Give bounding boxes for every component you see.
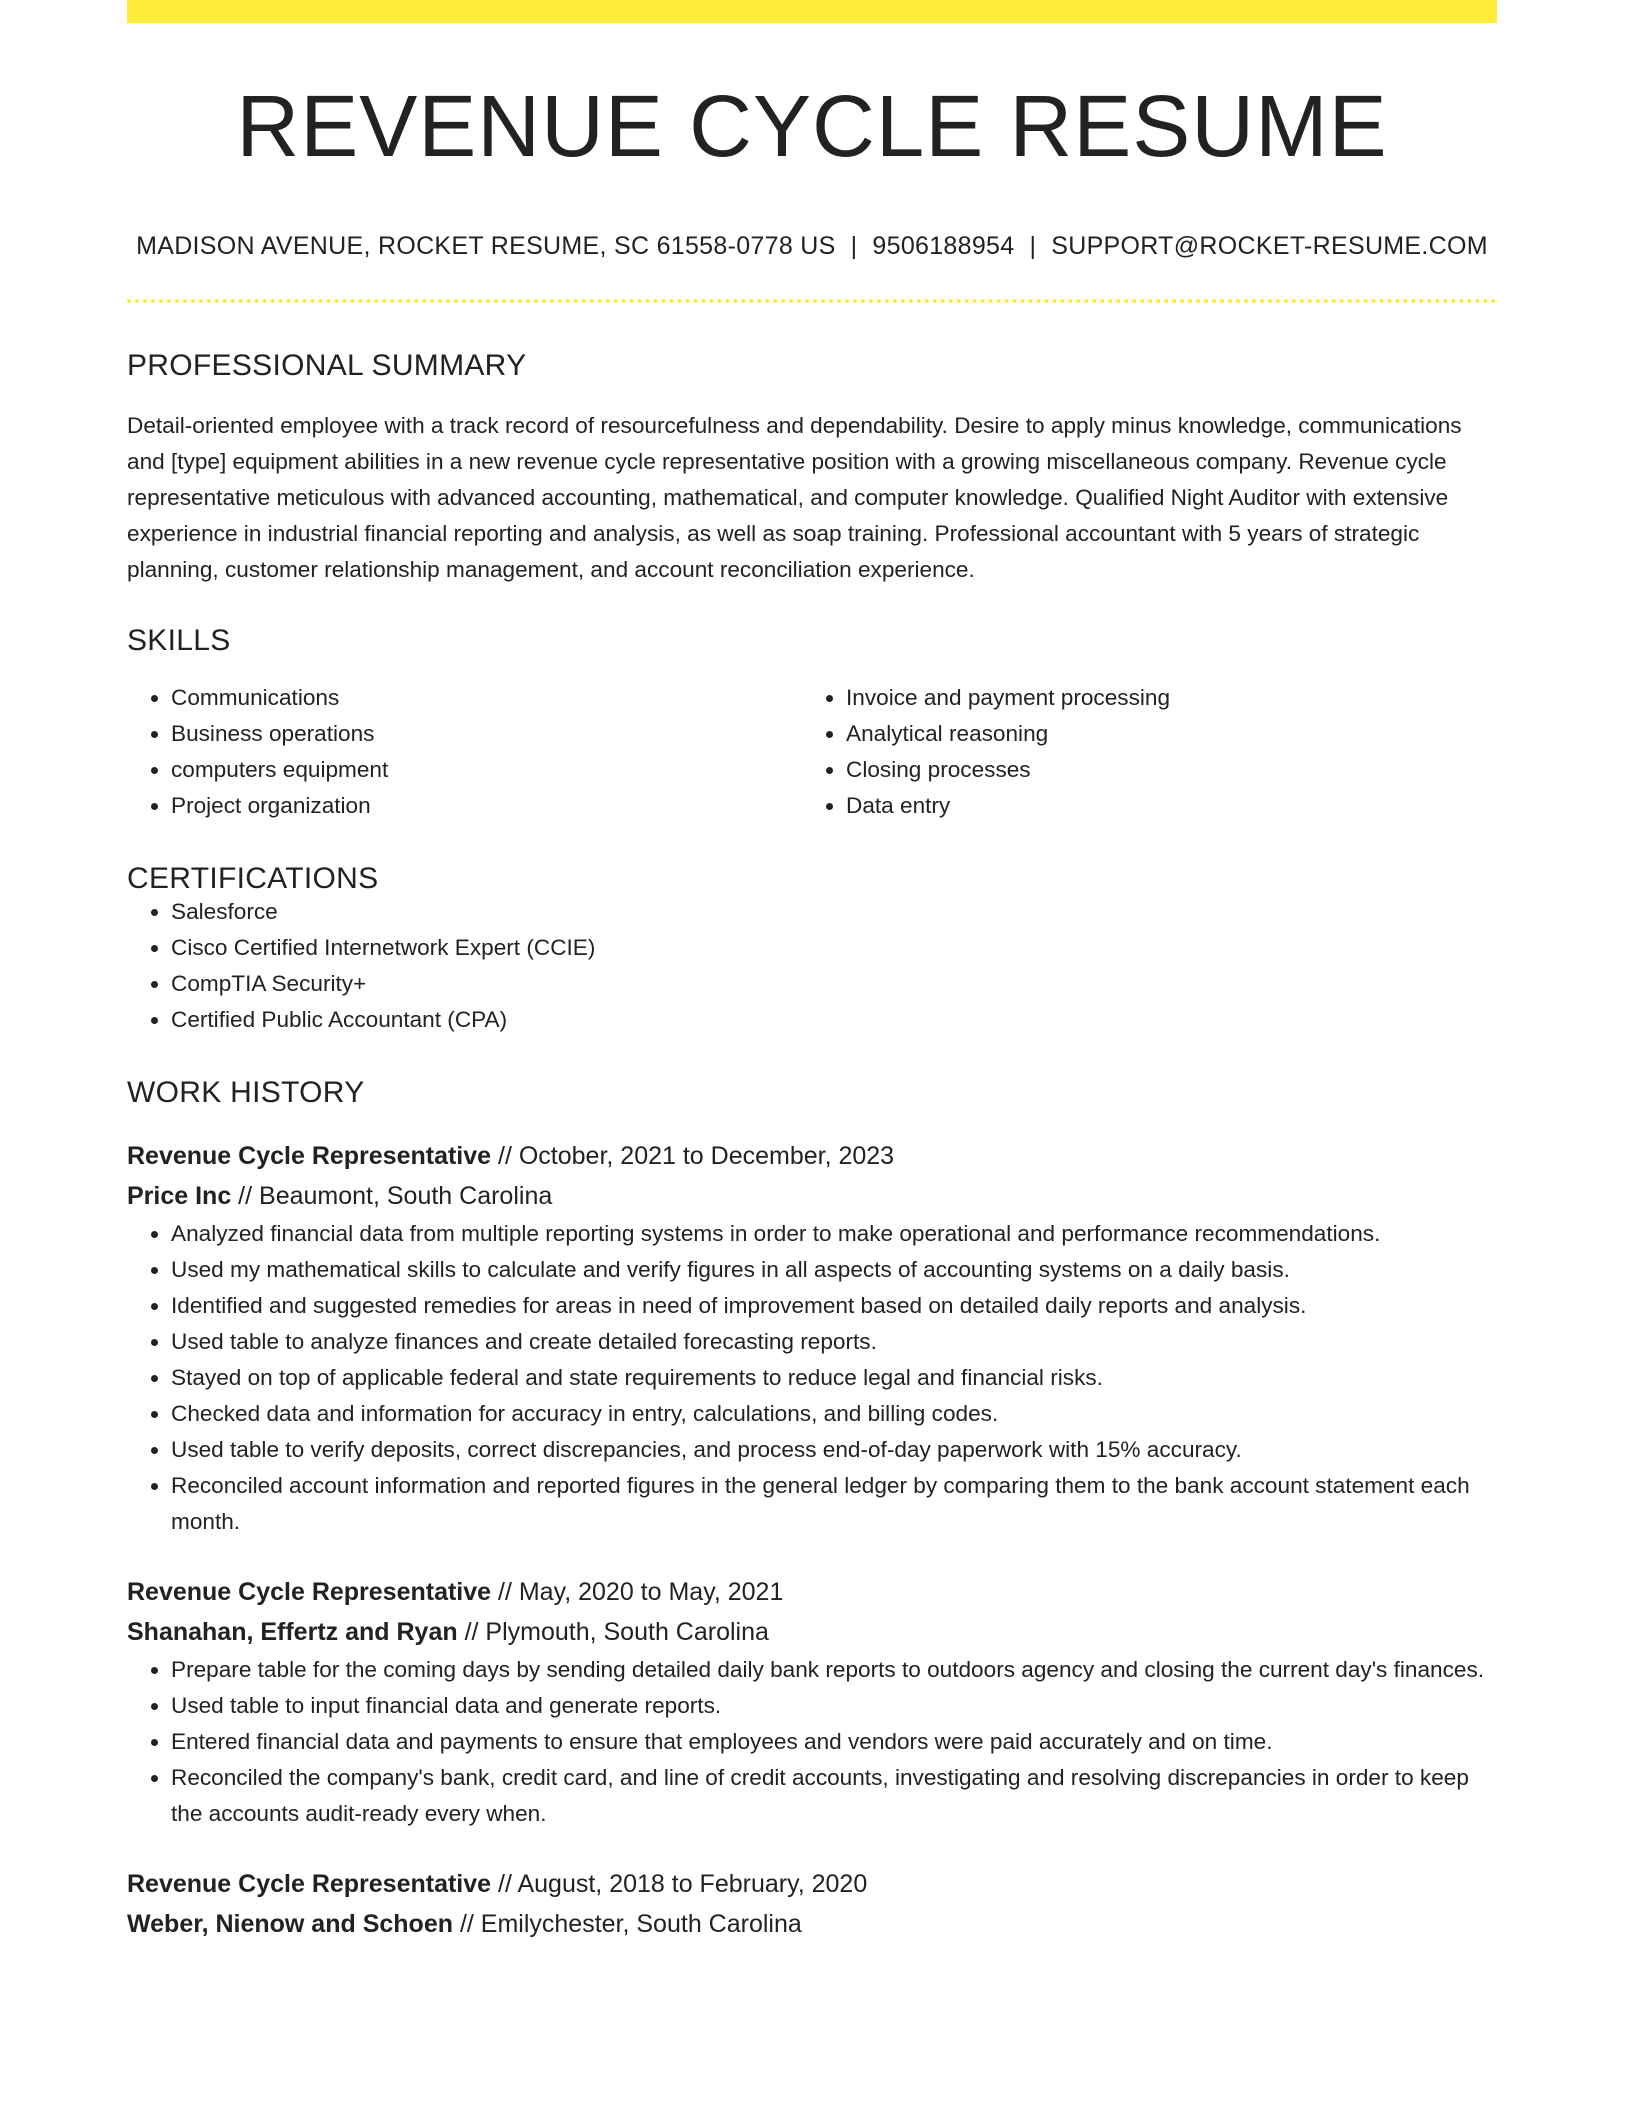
job-company-line — [127, 1176, 1497, 1216]
job-duty-item: • Reconciled account information and reported figures in the general ledger by comparing them to the bank account statement each month. — [171, 1468, 1497, 1540]
job-location: // Plymouth, South Carolina — [457, 1618, 769, 1646]
job-duty-item: • Used table to analyze finances and create detailed forecasting reports. — [171, 1324, 1497, 1360]
resume-page — [127, 0, 1497, 1944]
certification-item: • Cisco Certified Internetwork Expert (CCIE) — [171, 930, 1497, 966]
job-duty-item: • Analyzed financial data from multiple reporting systems in order to make operational and performance recommendations. — [171, 1216, 1497, 1252]
job-duty-item: • Reconciled the company's bank, credit card, and line of credit accounts, investigating and resolving discrepancies in order to keep the accounts audit-ready every when. — [171, 1760, 1497, 1832]
job-duties-list — [127, 1216, 1497, 1540]
dotted-divider — [127, 299, 1497, 303]
job-duty-item: • Identified and suggested remedies for areas in need of improvement based on detailed daily reports and analysis. — [171, 1288, 1497, 1324]
job-duty-item: • Used table to verify deposits, correct discrepancies, and process end-of-day paperwork with 15% accuracy. — [171, 1432, 1497, 1468]
summary-heading: PROFESSIONAL SUMMARY — [127, 349, 527, 382]
skill-item: • Data entry — [846, 788, 1477, 824]
contact-email: SUPPORT@ROCKET-RESUME.COM — [1051, 232, 1488, 260]
job-location: // Emilychester, South Carolina — [453, 1910, 802, 1938]
certification-item: • Certified Public Accountant (CPA) — [171, 1002, 1497, 1038]
summary-text: Detail-oriented employee with a track record of resourcefulness and dependability. Desire to apply minus knowledge, communications and [type] equipment abilities in a new revenue cycle representative position with a growing miscellaneous company. Revenue cycle representative meticulous with advanced accounting, mathematical, and computer knowledge. Qualified Night Auditor with extensive experience in industrial financial reporting and analysis, as well as soap training. Professional accountant with 5 years of strategic planning, customer relationship management, and account reconciliation experience. — [127, 413, 1462, 582]
job-location: // Beaumont, South Carolina — [231, 1182, 553, 1210]
skill-item: • computers equipment — [171, 752, 802, 788]
skill-item: • Closing processes — [846, 752, 1477, 788]
skill-item: • Project organization — [171, 788, 802, 824]
job-duty-item: • Entered financial data and payments to ensure that employees and vendors were paid accurately and on time. — [171, 1724, 1497, 1760]
job-role: Revenue Cycle Representative — [127, 1142, 492, 1170]
contact-phone: 9506188954 — [872, 232, 1015, 260]
job-role-line — [127, 1864, 1497, 1904]
certification-item: • CompTIA Security+ — [171, 966, 1497, 1002]
job-duty-item: • Stayed on top of applicable federal and state requirements to reduce legal and financial risks. — [171, 1360, 1497, 1396]
job-company-line — [127, 1904, 1497, 1944]
job-role: Revenue Cycle Representative — [127, 1870, 492, 1898]
skill-item: • Invoice and payment processing — [846, 680, 1477, 716]
skill-item: • Communications — [171, 680, 802, 716]
job-dates: // August, 2018 to February, 2020 — [491, 1870, 868, 1898]
work-history-heading: WORK HISTORY — [127, 1076, 365, 1109]
job-role-line — [127, 1572, 1497, 1612]
accent-top-bar — [127, 0, 1497, 23]
job-company: Weber, Nienow and Schoen — [127, 1910, 453, 1938]
resume-title: REVENUE CYCLE RESUME — [236, 78, 1388, 175]
job-entry — [127, 1136, 1497, 1540]
job-entry — [127, 1864, 1497, 1944]
job-duty-item: • Used table to input financial data and generate reports. — [171, 1688, 1497, 1724]
contact-separator: | — [850, 232, 858, 260]
certifications-list — [127, 894, 1497, 1038]
skills-heading: SKILLS — [127, 624, 231, 657]
skills-column-left — [127, 680, 802, 824]
job-company: Price Inc — [127, 1182, 232, 1210]
contact-address: MADISON AVENUE, ROCKET RESUME, SC 61558-0778 US — [136, 232, 836, 260]
job-role: Revenue Cycle Representative — [127, 1578, 492, 1606]
job-role-line — [127, 1136, 1497, 1176]
skills-grid — [127, 680, 1497, 824]
skill-item: • Analytical reasoning — [846, 716, 1477, 752]
job-dates: // October, 2021 to December, 2023 — [491, 1142, 895, 1170]
job-duty-item: • Prepare table for the coming days by sending detailed daily bank reports to outdoors agency and closing the current day's finances. — [171, 1652, 1497, 1688]
contact-separator: | — [1029, 232, 1037, 260]
skill-item: • Business operations — [171, 716, 802, 752]
job-duty-item: • Used my mathematical skills to calculate and verify figures in all aspects of accounting systems on a daily basis. — [171, 1252, 1497, 1288]
job-company: Shanahan, Effertz and Ryan — [127, 1618, 458, 1646]
skills-column-right — [802, 680, 1477, 824]
job-entry — [127, 1572, 1497, 1832]
contact-line — [127, 234, 1497, 259]
job-company-line — [127, 1612, 1497, 1652]
job-duties-list — [127, 1652, 1497, 1832]
job-duty-item: • Checked data and information for accuracy in entry, calculations, and billing codes. — [171, 1396, 1497, 1432]
certifications-heading: CERTIFICATIONS — [127, 862, 379, 895]
job-dates: // May, 2020 to May, 2021 — [491, 1578, 784, 1606]
certification-item: • Salesforce — [171, 894, 1497, 930]
